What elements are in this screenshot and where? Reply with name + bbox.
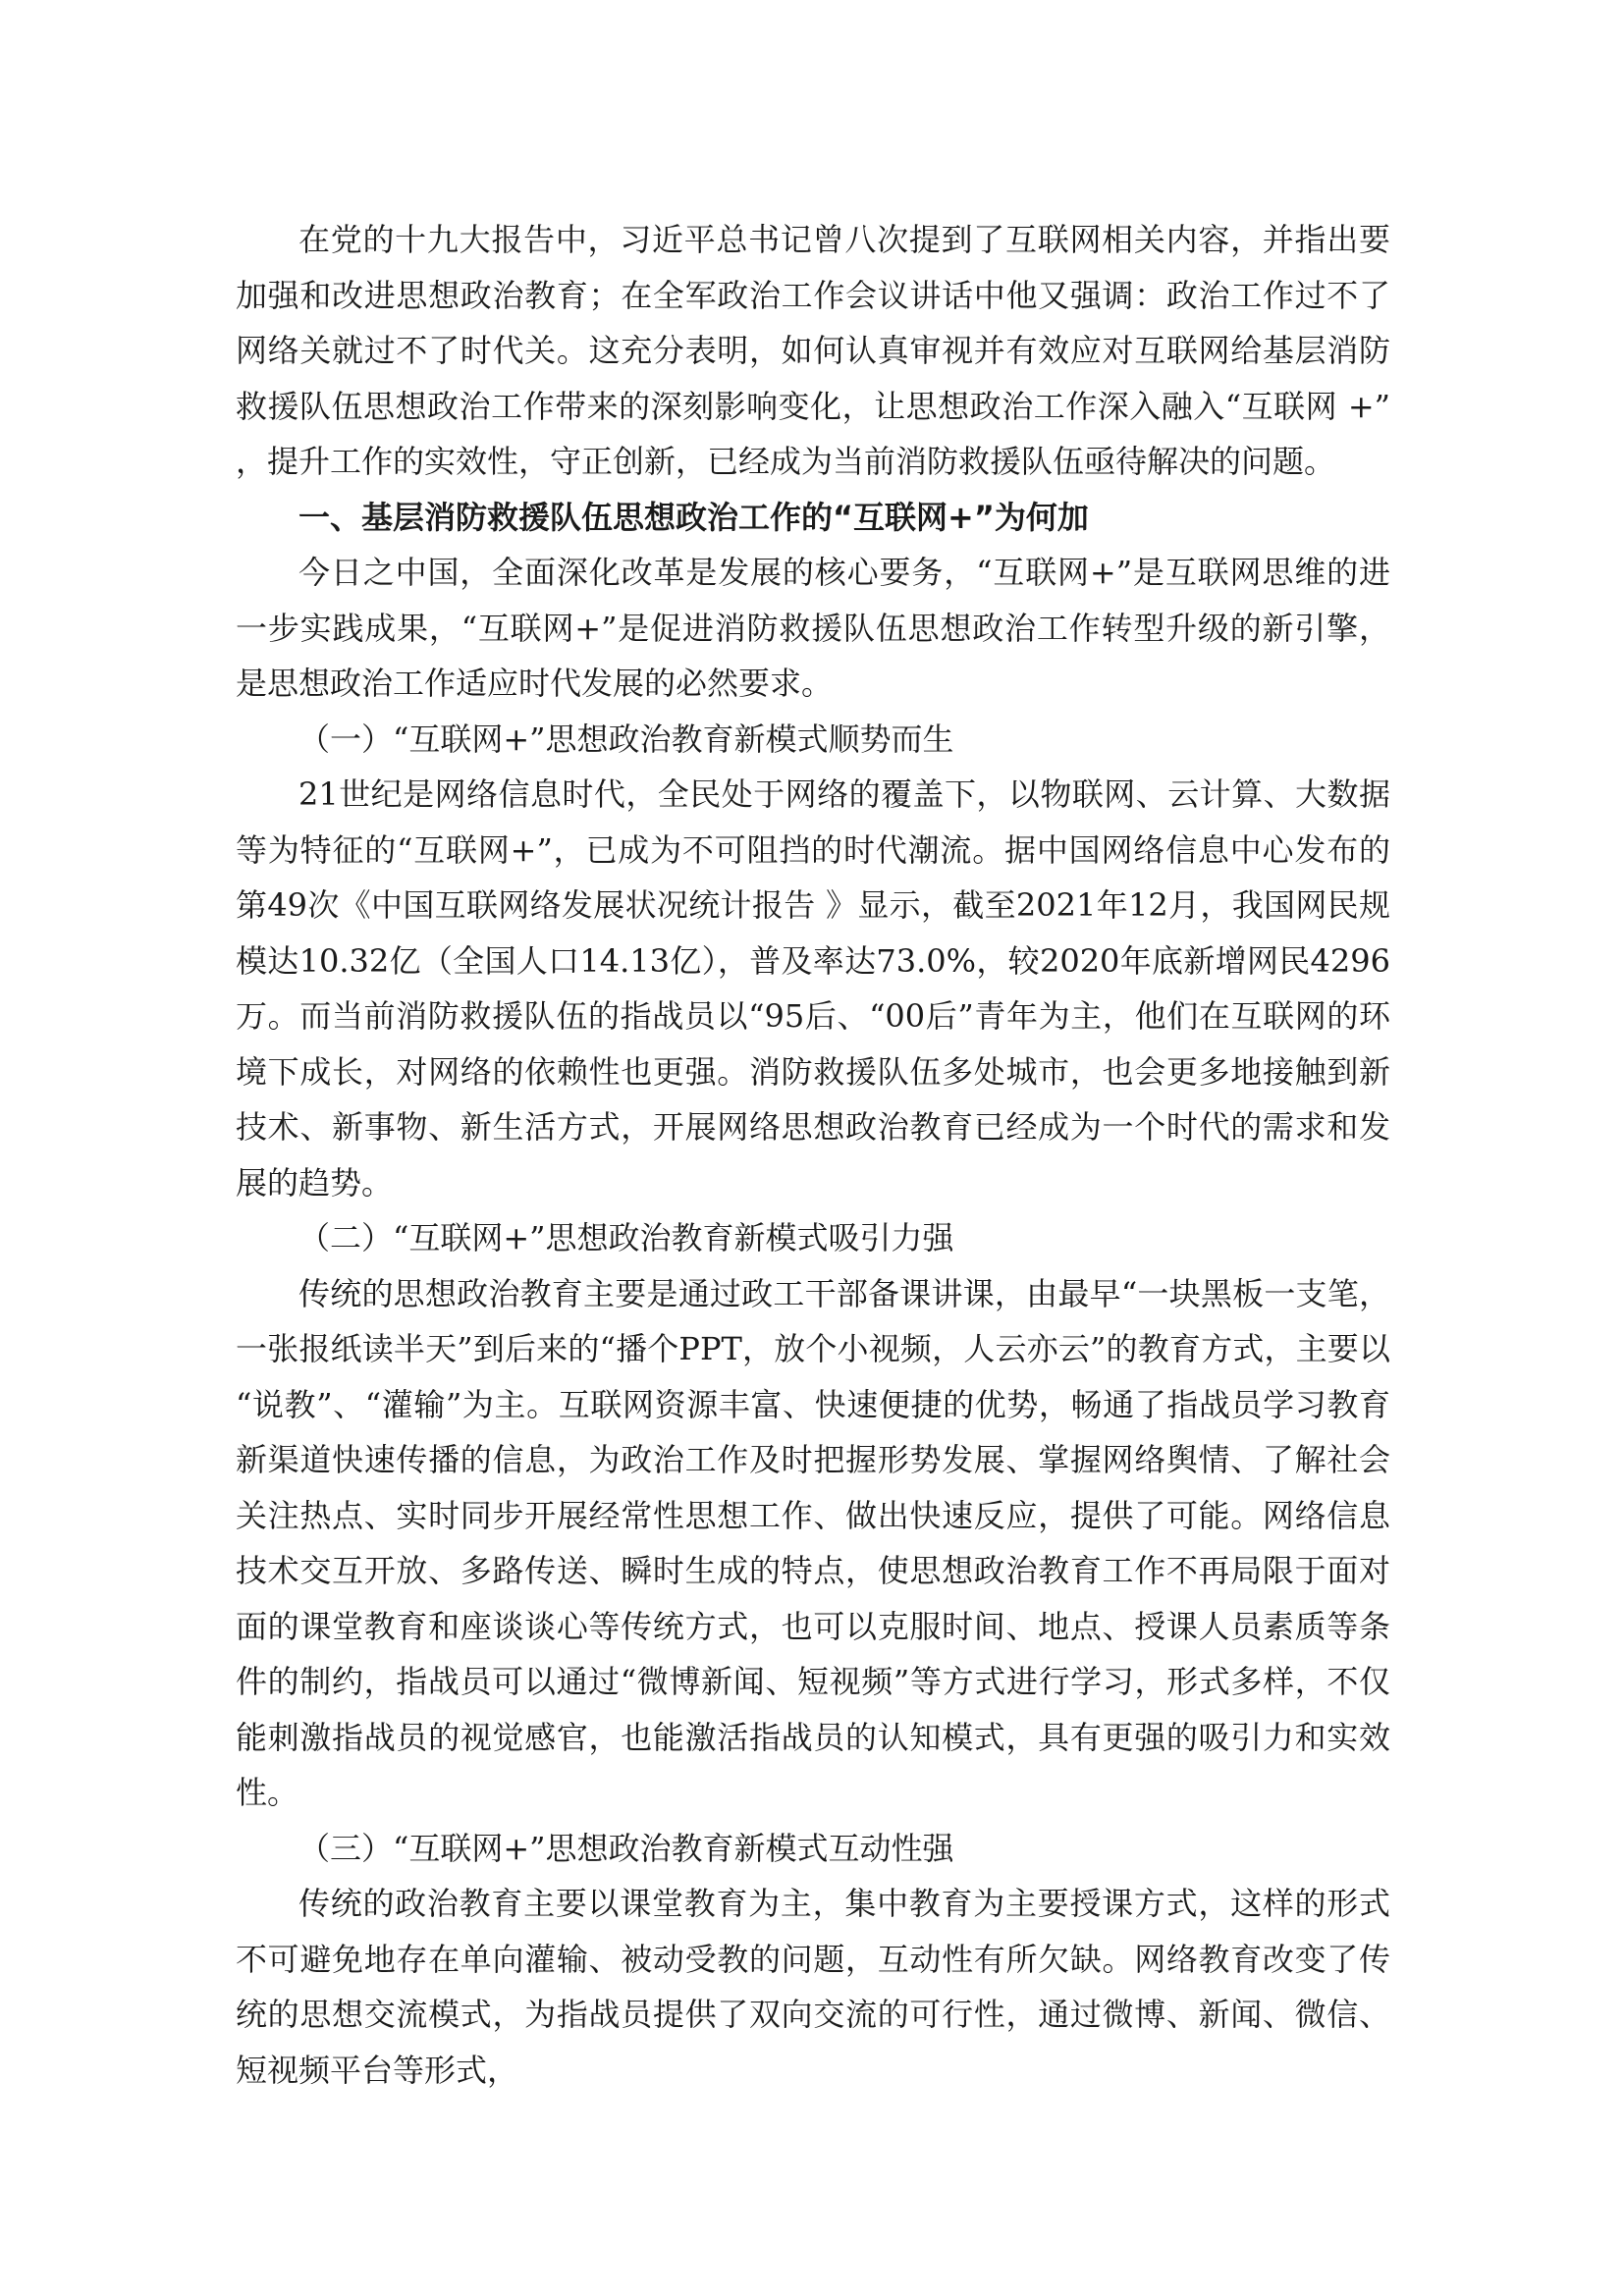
section-heading-1: 一、基层消防救援队伍思想政治工作的“互联网+”为何加 [298,498,1089,536]
intro-paragraph: 在党的十九大报告中，习近平总书记曾八次提到了互联网相关内容，并指出要加强和改进思想政治教育；在全军政治工作会议讲话中他又强调：政治工作过不了网络关就过不了时代关。这充分表明，如何认真审视并有效应对互联网给基层消防救援队伍思想政治工作带来的深刻影响变化，让思想政治工作深入融入“互联网 +”，提升工作的实效性，守正创新，已经成为当前消防救援队伍亟待解决的问题。 [236,221,1390,480]
subsection-heading-2: （二）“互联网+”思想政治教育新模式吸引力强 [298,1219,954,1256]
document-body [236,212,1390,2098]
section-1-paragraph: 今日之中国，全面深化改革是发展的核心要务，“互联网+”是互联网思维的进一步实践成果，“互联网+”是促进消防救援队伍思想政治工作转型升级的新引擎，是思想政治工作适应时代发展的必然要求。 [236,554,1390,702]
subsection-1-paragraph: 21世纪是网络信息时代，全民处于网络的覆盖下，以物联网、云计算、大数据等为特征的“互联网+”，已成为不可阻挡的时代潮流。据中国网络信息中心发布的第49次《中国互联网络发展状况统计报告 》显示，截至2021年12月，我国网民规模达10.32亿（全国人口14.13亿），普及率达73.0%，较2020年底新增网民4296万。而当前消防救援队伍的指战员以“95后、“00后”青年为主，他们在互联网的环境下成长，对网络的依赖性也更强。消防救援队伍多处城市，也会更多地接触到新技术、新事物、新生活方式，开展网络思想政治教育已经成为一个时代的需求和发展的趋势。 [236,775,1390,1201]
subsection-3-paragraph: 传统的政治教育主要以课堂教育为主，集中教育为主要授课方式，这样的形式不可避免地存在单向灌输、被动受教的问题，互动性有所欠缺。网络教育改变了传统的思想交流模式，为指战员提供了双向交流的可行性，通过微博、新闻、微信、短视频平台等形式， [236,1885,1390,2089]
subsection-heading-3: （三）“互联网+”思想政治教育新模式互动性强 [298,1829,954,1867]
subsection-2-paragraph: 传统的思想政治教育主要是通过政工干部备课讲课，由最早“一块黑板一支笔，一张报纸读半天”到后来的“播个PPT，放个小视频，人云亦云”的教育方式，主要以“说教”、“灌输”为主。互联网资源丰富、快速便捷的优势，畅通了指战员学习教育新渠道快速传播的信息，为政治工作及时把握形势发展、掌握网络舆情、了解社会关注热点、实时同步开展经常性思想工作、做出快速反应，提供了可能。网络信息技术交互开放、多路传送、瞬时生成的特点，使思想政治教育工作不再局限于面对面的课堂教育和座谈谈心等传统方式，也可以克服时间、地点、授课人员素质等条件的制约，指战员可以通过“微博新闻、短视频”等方式进行学习，形式多样，不仅能刺激指战员的视觉感官，也能激活指战员的认知模式，具有更强的吸引力和实效性。 [236,1274,1390,1811]
subsection-heading-1: （一）“互联网+”思想政治教育新模式顺势而生 [298,720,954,758]
